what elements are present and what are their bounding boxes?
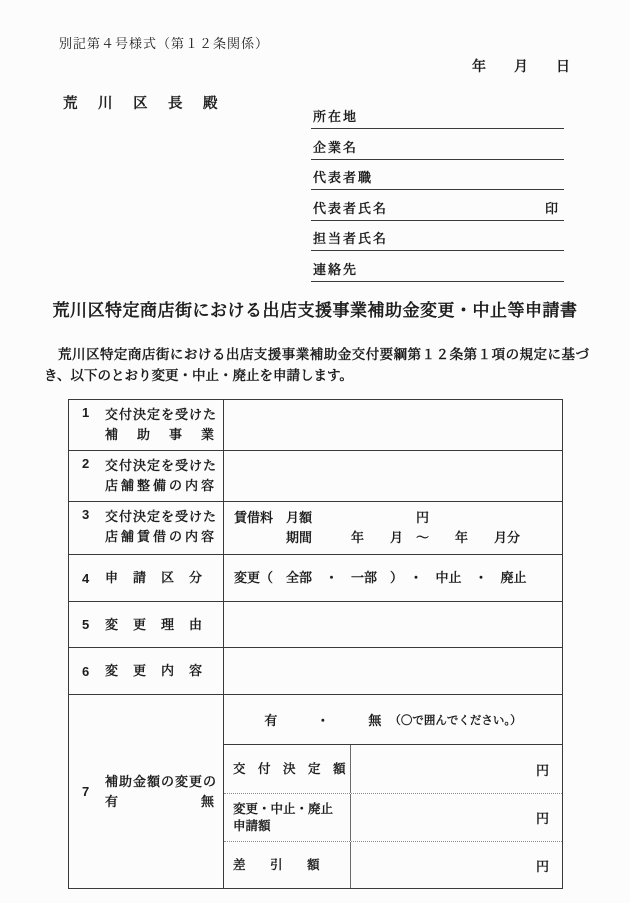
row6-label: 変 更 内 容 [105, 663, 204, 678]
row1-number: 1 [82, 405, 90, 420]
row3-rent-line: 賃借料 月額 円 [234, 510, 430, 525]
table-row-5-change-reason [69, 602, 562, 648]
row1-content-cell [224, 400, 562, 450]
table-row-1-subsidized-business [69, 400, 562, 451]
row7-amount-difference [224, 842, 562, 888]
row4-content-cell: 変更（ 全部 ・ 一部 ） ・ 中止 ・ 廃止 [234, 570, 527, 585]
row7-label-line1: 補助金額の変更の [105, 773, 218, 789]
row6-number: 6 [82, 663, 90, 679]
application-table [68, 399, 563, 889]
amount-difference-unit: 円 [535, 858, 549, 874]
amount-requested-value [351, 794, 562, 841]
field-representative-name-label: 代表者氏名 [313, 200, 389, 216]
row3-period-line: 期間 年 月 ～ 年 月分 [234, 530, 521, 545]
row7-amount-decided [224, 745, 562, 794]
row7-choice-row [224, 695, 562, 745]
row3-label: 交付決定を受けた 店舗賃借の内容 [105, 509, 218, 544]
row7-label-no: 無 [200, 793, 215, 809]
field-address-label: 所在地 [313, 109, 359, 124]
row7-content-area [224, 695, 562, 888]
row7-choice-note: （〇で囲んでください。） [389, 714, 522, 727]
row3-header-cell [69, 502, 224, 554]
field-representative-title [311, 170, 564, 190]
row3-number: 3 [82, 507, 90, 522]
row6-content-cell [224, 648, 562, 694]
field-company-name [311, 140, 564, 160]
row1-label: 交付決定を受けた 補 助 事 業 [105, 407, 218, 442]
field-address [311, 109, 564, 129]
row5-label: 変 更 理 由 [105, 616, 204, 632]
row6-header-cell [69, 648, 224, 694]
table-row-7-subsidy-amount-change [69, 695, 562, 888]
row5-content-cell [224, 602, 562, 647]
field-contact-person-label: 担当者氏名 [313, 231, 389, 246]
form-number: 別記第４号様式（第１２条関係） [59, 36, 270, 51]
row2-label: 交付決定を受けた 店舗整備の内容 [105, 458, 218, 493]
row4-label: 申 請 区 分 [105, 570, 204, 585]
field-representative-name [311, 201, 564, 221]
seal-mark: 印 [544, 200, 558, 216]
field-company-name-label: 企業名 [313, 139, 359, 155]
row4-header-cell [69, 555, 224, 601]
date-line: 年 月 日 [472, 58, 570, 74]
table-row-4-application-category [69, 555, 562, 602]
row5-number: 5 [82, 617, 90, 632]
row7-label [105, 772, 217, 812]
table-row-3-store-lease [69, 502, 562, 555]
row7-choice-options: 有 ・ 無 [264, 713, 382, 728]
row2-header-cell [69, 451, 224, 501]
amount-difference-value [351, 842, 562, 888]
applicant-fields [311, 109, 564, 292]
row7-number: 7 [82, 784, 90, 799]
field-representative-title-label: 代表者職 [313, 170, 374, 185]
row7-header-cell [69, 695, 224, 888]
row2-content-cell [224, 451, 562, 501]
amount-decided-value [351, 745, 562, 793]
row7-label-line2 [105, 792, 217, 812]
amount-requested-unit: 円 [535, 811, 549, 826]
field-contact-person [311, 231, 564, 251]
table-row-2-store-improvement [69, 451, 562, 502]
row5-header-cell [69, 602, 224, 647]
field-contact-info-label: 連絡先 [313, 261, 359, 277]
amount-decided-label: 交 付 決 定 額 [224, 745, 351, 793]
amount-difference-label: 差 引 額 [224, 842, 351, 888]
row7-label-yes: 有 [105, 793, 120, 809]
amount-decided-unit: 円 [535, 762, 549, 778]
row7-amount-requested [224, 794, 562, 842]
addressee: 荒 川 区 長 殿 [63, 96, 221, 112]
field-contact-info [311, 262, 564, 282]
intro-paragraph: 荒川区特定商店街における出店支援事業補助金交付要綱第１２条第１項の規定に基づき、以下のとおり変更・中止・廃止を申請します。 [44, 347, 589, 383]
row1-header-cell [69, 400, 224, 450]
table-row-6-change-details [69, 648, 562, 695]
row3-content-cell [224, 502, 562, 554]
row2-number: 2 [82, 456, 90, 471]
row4-number: 4 [82, 570, 90, 586]
amount-requested-label: 変更・中止・廃止 申請額 [224, 794, 351, 841]
document-title: 荒川区特定商店街における出店支援事業補助金変更・中止等申請書 [52, 301, 578, 320]
